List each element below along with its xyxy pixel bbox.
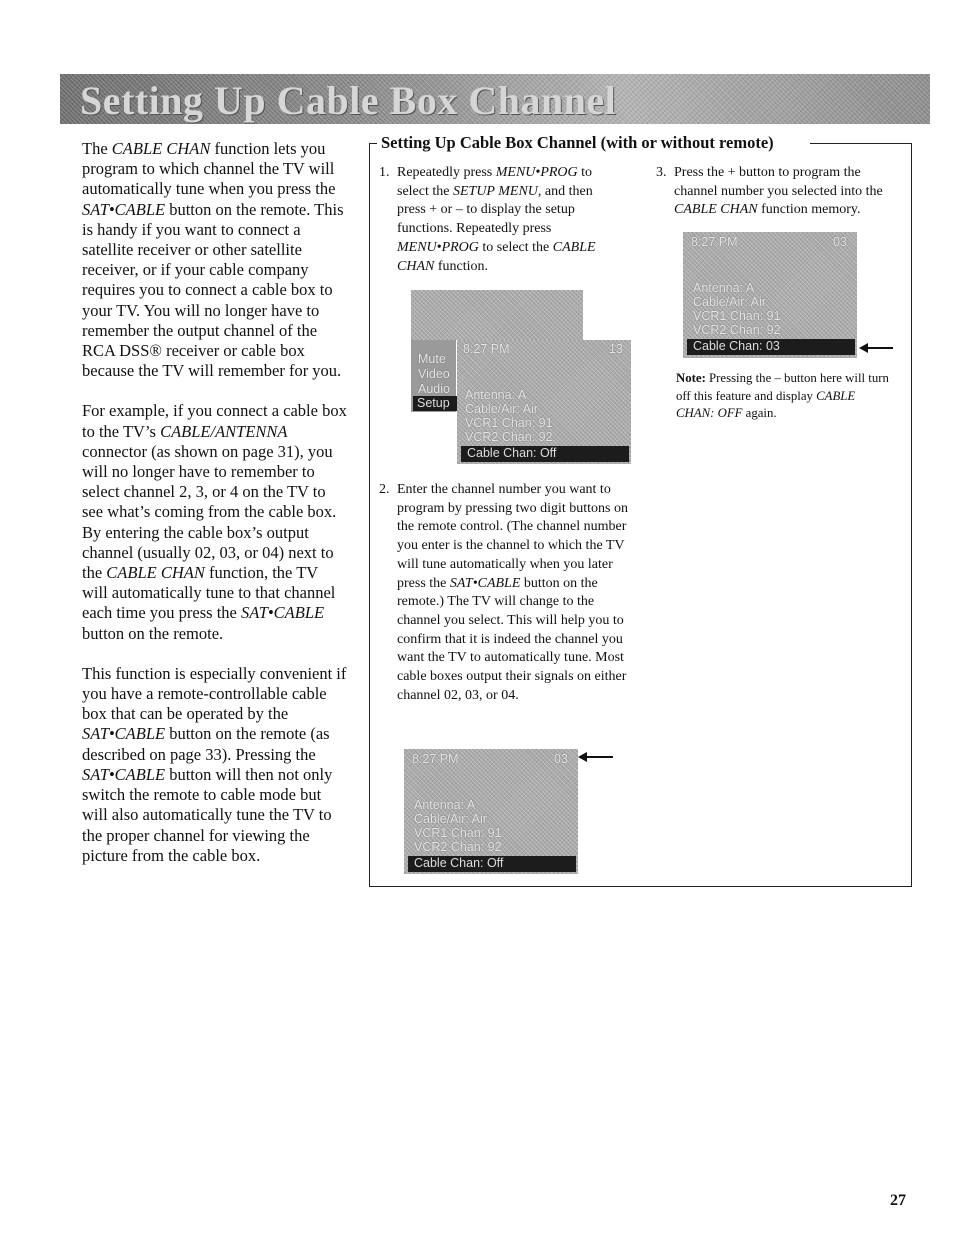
setup-line-cable-chan-highlight: Cable Chan: Off — [461, 446, 629, 462]
screen-time: 8:27 PM — [691, 235, 738, 249]
tv-screen-channel-stored — [683, 232, 857, 358]
step-3-number: 3. — [656, 165, 667, 180]
intro-column — [82, 139, 347, 886]
menu-item-video: Video — [418, 367, 450, 381]
pointer-arrow-icon — [867, 347, 893, 349]
setup-line-antenna: Antenna: A — [693, 281, 755, 295]
page-title: Setting Up Cable Box Channel — [80, 78, 617, 123]
setup-line-vcr1: VCR1 Chan: 91 — [465, 416, 553, 430]
screen-time: 8:27 PM — [412, 752, 459, 766]
setup-line-vcr2: VCR2 Chan: 92 — [465, 430, 553, 444]
step-3 — [656, 164, 906, 220]
setup-line-antenna: Antenna: A — [465, 388, 527, 402]
step-1-number: 1. — [379, 165, 390, 180]
setup-line-cable-chan-highlight: Cable Chan: 03 — [687, 339, 855, 355]
step-2-text: Enter the channel number you want to program by pressing two digit buttons on the remote control. (The channel number you enter is the channel to which the TV will tune automatically when you later press the SAT•CABLE button on the remote.) The TV will change to the channel you select. This will help you to confirm that it is indeed the channel you want the TV to automatically tune. Most cable boxes output their signals on either channel 02, 03, or 04. — [397, 482, 628, 703]
intro-paragraph-2: For example, if you connect a cable box to the TV’s CABLE/ANTENNA connector (as shown on page 31), you will no longer have to remember to select channel 2, 3, or 4 on the TV to see what’s coming from the cable box. By entering the cable box’s output channel (usually 02, 03, or 04) next to the CABLE CHAN function, the TV will automatically tune to that channel each time you press the SAT•CABLE button on the remote. — [82, 401, 347, 643]
page-number: 27 — [890, 1192, 906, 1209]
step-2 — [379, 481, 635, 705]
setup-line-cable-air: Cable/Air: Air — [414, 812, 487, 826]
menu-item-audio: Audio — [418, 382, 450, 396]
step-2-number: 2. — [379, 482, 390, 497]
step-3-text: Press the + button to program the channel number you selected into the CABLE CHAN function memory. — [674, 165, 883, 218]
title-banner — [60, 74, 930, 124]
intro-paragraph-1: The CABLE CHAN function lets you program to which channel the TV will automatically tune when you press the SAT•CABLE button on the remote. This is handy if you want to connect a satellite receiver or other satellite receiver, or if your cable company requires you to connect a cable box to your TV. You will no longer have to remember the output channel of the RCA DSS® receiver or cable box because the TV will remember for you. — [82, 139, 344, 381]
instructions-title: Setting Up Cable Box Channel (with or without remote) — [381, 133, 774, 152]
menu-item-mute: Mute — [418, 352, 446, 366]
note-text: Note: Pressing the – button here will turn off this feature and display CABLE CHAN: OFF again. — [676, 371, 889, 420]
setup-line-vcr2: VCR2 Chan: 92 — [693, 323, 781, 337]
setup-line-cable-chan-highlight: Cable Chan: Off — [408, 856, 576, 872]
setup-line-vcr1: VCR1 Chan: 91 — [693, 309, 781, 323]
tv-screen-setup-menu — [457, 340, 631, 464]
setup-line-antenna: Antenna: A — [414, 798, 476, 812]
screen-channel: 03 — [554, 752, 568, 766]
screen-time: 8:27 PM — [463, 342, 510, 356]
screen-channel: 03 — [833, 235, 847, 249]
menu-item-setup-selected: Setup — [413, 396, 457, 411]
setup-line-vcr1: VCR1 Chan: 91 — [414, 826, 502, 840]
pointer-arrow-icon — [586, 756, 613, 758]
tv-screen-channel-entry — [404, 749, 578, 874]
box-top-border-left — [369, 143, 377, 144]
screen-channel: 13 — [609, 342, 623, 356]
setup-line-vcr2: VCR2 Chan: 92 — [414, 840, 502, 854]
intro-paragraph-3: This function is especially convenient if you have a remote-controllable cable box that can be operated by the SAT•CABLE button on the remote (as described on page 33). Pressing the SAT•CABLE button will then not only switch the remote to cable mode but will also automatically tune the TV to the proper channel for viewing the picture from the cable box. — [82, 663, 347, 865]
box-top-border-right — [810, 143, 911, 144]
step-1-text: Repeatedly press MENU•PROG to select the SETUP MENU, and then press + or – to display the setup functions. Repeatedly press MENU•PROG to select the CABLE CHAN function. — [397, 165, 596, 274]
step-1 — [379, 164, 622, 276]
setup-line-cable-air: Cable/Air: Air — [465, 402, 538, 416]
setup-line-cable-air: Cable/Air: Air — [693, 295, 766, 309]
tv-screen-menu-backdrop — [411, 290, 583, 340]
